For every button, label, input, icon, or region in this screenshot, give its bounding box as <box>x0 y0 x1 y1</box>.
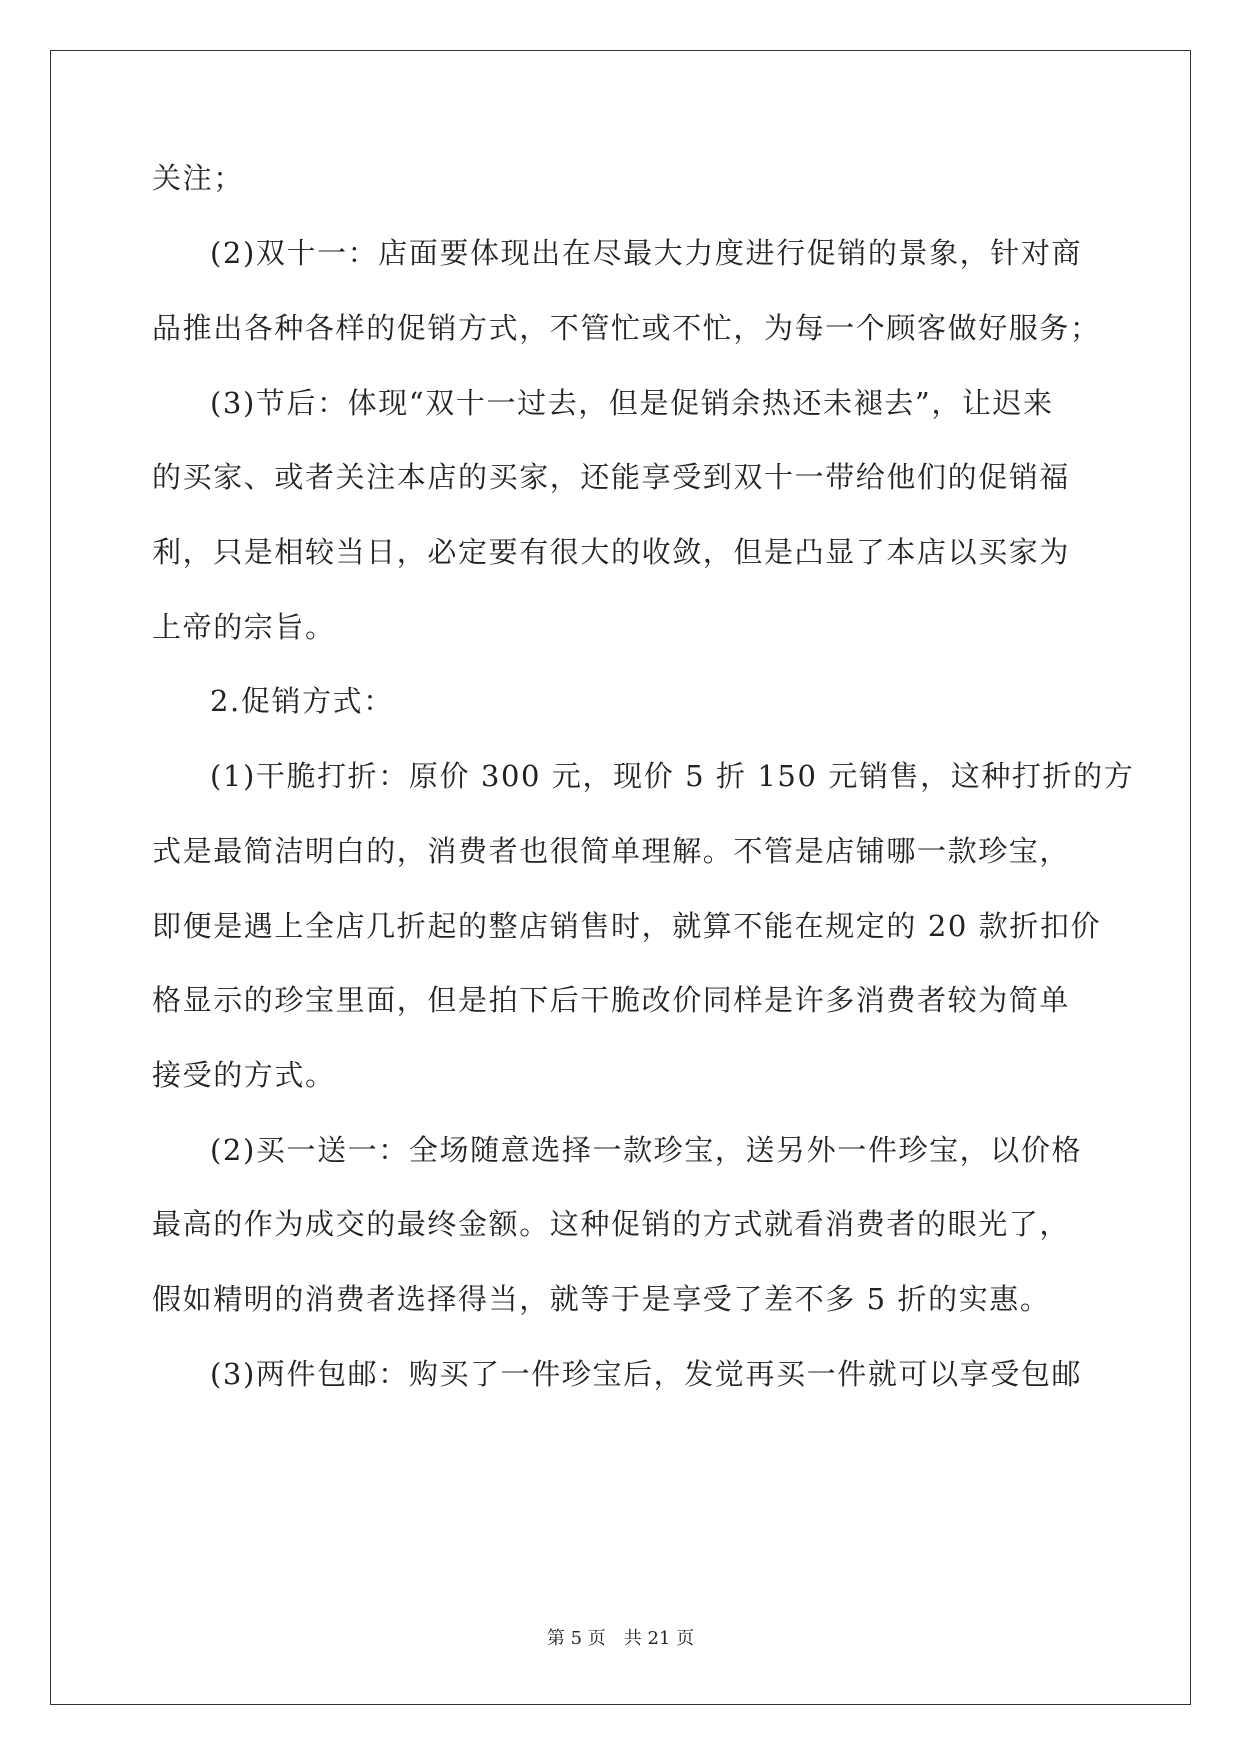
text-line: 上帝的宗旨。 <box>152 610 336 644</box>
text-line: (1)干脆打折：原价 300 元，现价 5 折 150 元销售，这种打折的方 <box>210 759 1135 793</box>
text-line: (3)节后：体现“双十一过去，但是促销余热还未褪去”，让迟来 <box>210 386 1054 420</box>
page-number-footer: 第 5 页 共 21 页 <box>546 1628 695 1649</box>
page-border <box>50 50 1191 1705</box>
text-line: 即便是遇上全店几折起的整店销售时，就算不能在规定的 20 款折扣价 <box>152 909 1102 943</box>
text-line: 利，只是相较当日，必定要有很大的收敛，但是凸显了本店以买家为 <box>152 535 1071 569</box>
text-line: 关注； <box>152 161 244 195</box>
text-line: (2)买一送一：全场随意选择一款珍宝，送另外一件珍宝，以价格 <box>210 1133 1083 1167</box>
text-line: 式是最简洁明白的，消费者也很简单理解。不管是店铺哪一款珍宝， <box>152 834 1071 868</box>
text-line: 的买家、或者关注本店的买家，还能享受到双十一带给他们的促销福 <box>152 460 1071 494</box>
text-line: 最高的作为成交的最终金额。这种促销的方式就看消费者的眼光了， <box>152 1207 1071 1241</box>
text-line: 品推出各种各样的促销方式，不管忙或不忙，为每一个顾客做好服务； <box>152 311 1101 345</box>
text-line: 接受的方式。 <box>152 1058 336 1092</box>
text-line: 格显示的珍宝里面，但是拍下后干脆改价同样是许多消费者较为简单 <box>152 983 1071 1017</box>
text-line: (2)双十一：店面要体现出在尽最大力度进行促销的景象，针对商 <box>210 236 1083 270</box>
text-line: (3)两件包邮：购买了一件珍宝后，发觉再买一件就可以享受包邮 <box>210 1357 1083 1391</box>
text-line: 假如精明的消费者选择得当，就等于是享受了差不多 5 折的实惠。 <box>152 1282 1051 1316</box>
section-heading: 2.促销方式： <box>210 684 394 718</box>
